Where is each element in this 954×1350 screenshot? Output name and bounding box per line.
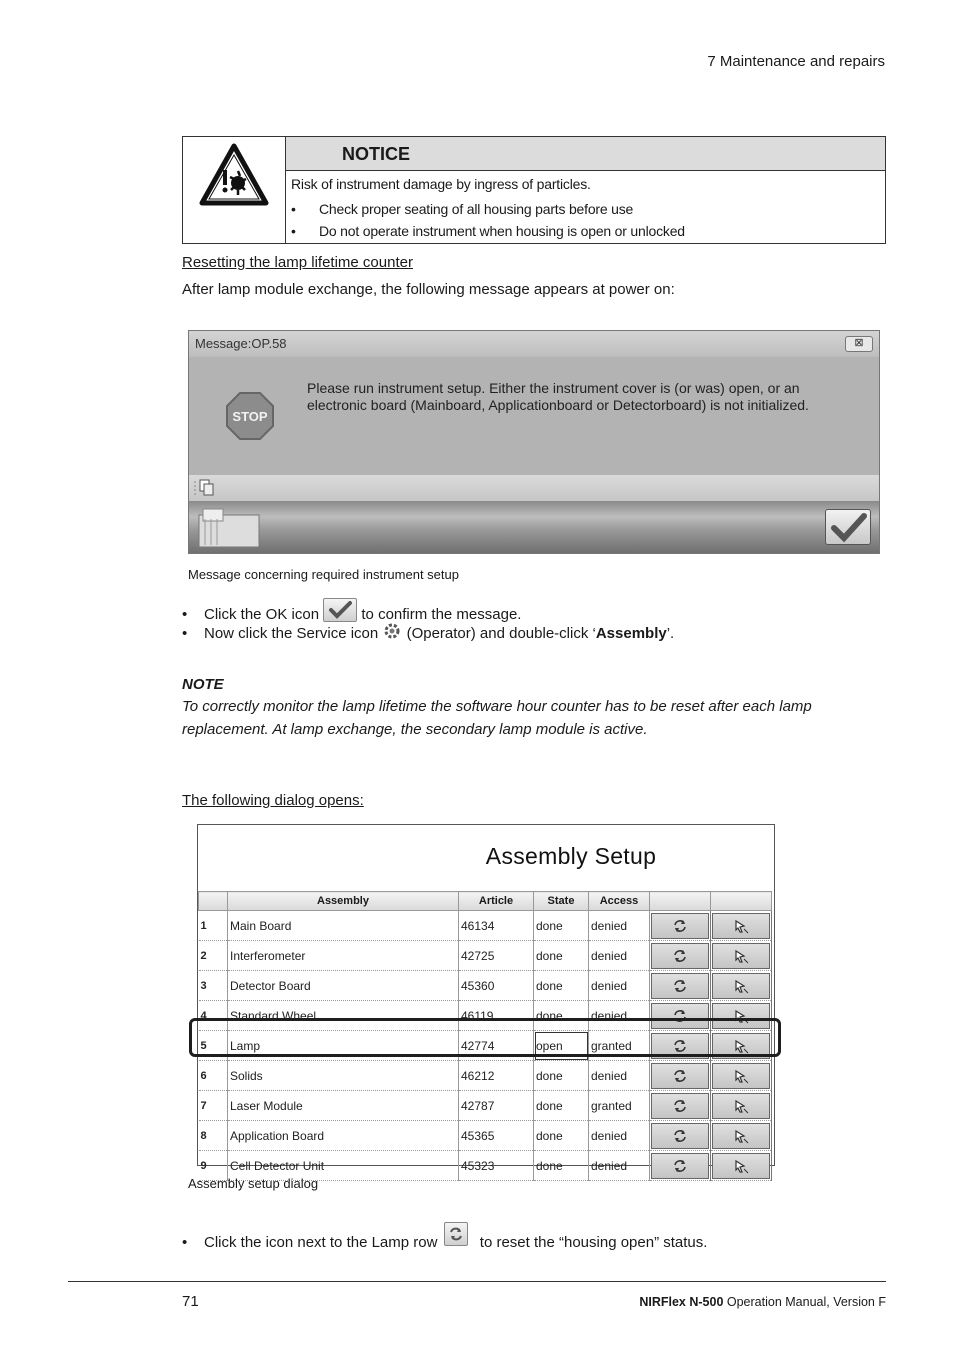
notice-box (182, 136, 886, 244)
access-value: granted (589, 1091, 650, 1121)
state-value: done (534, 971, 589, 1001)
article-number: 45360 (459, 971, 534, 1001)
article-number: 46119 (459, 1001, 534, 1031)
state-value: done (534, 941, 589, 971)
edit-button[interactable] (712, 973, 770, 999)
refresh-icon (672, 1158, 688, 1174)
table-row[interactable] (199, 941, 772, 971)
reset-button-cell (650, 1121, 711, 1151)
row-number: 8 (199, 1121, 228, 1151)
step-service: • Now click the Service icon (Operator) and double-click ‘Assembly’. (182, 621, 674, 645)
message-content (189, 357, 879, 475)
step-text: Now click the Service icon (204, 625, 383, 642)
manual-version: Operation Manual, Version F (723, 1295, 886, 1309)
access-value: denied (589, 1061, 650, 1091)
message-text: Please run instrument setup. Either the instrument cover is (or was) open, or an electronic board (Mainboard, Applicationboard or Detectorboard) is not initialized. (307, 380, 809, 413)
message-toolbar (189, 475, 879, 501)
col-state: State (534, 892, 589, 911)
section-title: Resetting the lamp lifetime counter (182, 254, 413, 271)
warning-triangle-icon (199, 143, 269, 207)
lamp-row-highlight (189, 1018, 781, 1057)
access-value: denied (589, 1001, 650, 1031)
assembly-name[interactable]: Lamp (228, 1031, 459, 1061)
edit-button-cell (711, 941, 772, 971)
step-reset: • Click the icon next to the Lamp row to reset the “housing open” status. (182, 1222, 707, 1251)
edit-button[interactable] (712, 913, 770, 939)
instrument-image-icon (195, 505, 275, 551)
edit-button-cell (711, 1091, 772, 1121)
checkmark-icon (826, 510, 870, 544)
assembly-name[interactable]: Solids (228, 1061, 459, 1091)
edit-button-cell (711, 1121, 772, 1151)
assembly-dialog (197, 824, 775, 1173)
col-article: Article (459, 892, 534, 911)
row-number: 6 (199, 1061, 228, 1091)
refresh-icon (672, 1128, 688, 1144)
col-access: Access (589, 892, 650, 911)
article-number: 42725 (459, 941, 534, 971)
refresh-icon (672, 978, 688, 994)
assembly-name[interactable]: Interferometer (228, 941, 459, 971)
stop-label: STOP (232, 409, 268, 424)
table-header-row (199, 892, 772, 911)
reset-button-cell (650, 911, 711, 941)
caption-message: Message concerning required instrument setup (188, 567, 459, 582)
edit-button-cell (711, 911, 772, 941)
col-assembly: Assembly (228, 892, 459, 911)
step-bold: Assembly (595, 625, 667, 642)
edit-button[interactable] (712, 1123, 770, 1149)
caption-assembly: Assembly setup dialog (188, 1176, 319, 1191)
step-text: ’. (666, 625, 675, 642)
checkmark-icon (324, 599, 356, 621)
dialog-intro: The following dialog opens: (182, 792, 364, 809)
row-number: 5 (199, 1031, 228, 1061)
reset-button-cell (650, 971, 711, 1001)
state-value: done (534, 1121, 589, 1151)
note-text: To correctly monitor the lamp lifetime the software hour counter has to be reset after each lamp replacement. At lamp exchange, the secondary lamp module is active. (182, 698, 812, 738)
step-text: (Operator) and double-click ‘ (402, 625, 596, 642)
article-number: 42787 (459, 1091, 534, 1121)
article-number: 46212 (459, 1061, 534, 1091)
table-row[interactable] (199, 1061, 772, 1091)
reset-button-cell (650, 1091, 711, 1121)
service-icon[interactable] (382, 621, 402, 645)
assembly-name[interactable]: Cell Detector Unit (228, 1151, 459, 1181)
assembly-name[interactable]: Laser Module (228, 1091, 459, 1121)
stop-sign-icon (225, 391, 275, 441)
refresh-icon (672, 948, 688, 964)
state-value: done (534, 911, 589, 941)
row-number: 4 (199, 1001, 228, 1031)
notice-risk: Risk of instrument damage by ingress of particles. (291, 176, 591, 192)
state-value: done (534, 1001, 589, 1031)
assembly-name[interactable]: Main Board (228, 911, 459, 941)
reset-button-cell (650, 1061, 711, 1091)
row-number: 9 (199, 1151, 228, 1181)
reset-button[interactable] (651, 1123, 709, 1149)
refresh-icon (672, 1068, 688, 1084)
article-number: 45323 (459, 1151, 534, 1181)
refresh-icon (672, 1098, 688, 1114)
step-text: Click the OK icon (204, 606, 324, 623)
message-window (188, 330, 880, 554)
refresh-icon (672, 918, 688, 934)
article-number: 42774 (459, 1031, 534, 1061)
state-value: done (534, 1061, 589, 1091)
table-row[interactable] (199, 1091, 772, 1121)
reset-button[interactable] (651, 973, 709, 999)
table-row[interactable] (199, 971, 772, 1001)
message-titlebar: Message:OP.58 (189, 331, 879, 357)
table-row[interactable] (199, 911, 772, 941)
row-number: 2 (199, 941, 228, 971)
access-value: denied (589, 941, 650, 971)
assembly-name[interactable]: Standard Wheel (228, 1001, 459, 1031)
intro-text: After lamp module exchange, the following message appears at power on: (182, 281, 675, 298)
assembly-name[interactable]: Detector Board (228, 971, 459, 1001)
step-ok: • Click the OK icon to confirm the message. (182, 598, 521, 623)
access-value: denied (589, 1121, 650, 1151)
notice-bullet-text: Do not operate instrument when housing is open or unlocked (319, 223, 685, 239)
reset-button-cell (650, 1151, 711, 1181)
close-button[interactable]: ⊠ (845, 336, 873, 352)
gear-icon (382, 621, 402, 641)
edit-button-cell (711, 971, 772, 1001)
reset-button[interactable] (651, 1063, 709, 1089)
step-text: to confirm the message. (357, 606, 522, 623)
row-number: 7 (199, 1091, 228, 1121)
reset-button-cell (650, 941, 711, 971)
edit-pointer-icon (733, 918, 749, 934)
product-name: NIRFlex N-500 (639, 1295, 724, 1309)
ok-icon[interactable] (323, 598, 357, 622)
edit-button[interactable] (712, 1153, 770, 1179)
reset-button[interactable] (651, 1093, 709, 1119)
notice-title: NOTICE (286, 137, 885, 171)
edit-pointer-icon (733, 978, 749, 994)
edit-button[interactable] (712, 1093, 770, 1119)
edit-pointer-icon (733, 1128, 749, 1144)
edit-pointer-icon (733, 1098, 749, 1114)
reset-button[interactable] (651, 943, 709, 969)
col-edit (711, 892, 772, 911)
state-value: done (534, 1091, 589, 1121)
edit-pointer-icon (733, 1068, 749, 1084)
assembly-title: Assembly Setup (485, 843, 657, 869)
edit-button[interactable] (712, 1063, 770, 1089)
message-footer-banner (189, 501, 879, 553)
access-value: denied (589, 971, 650, 1001)
access-value: granted (589, 1031, 650, 1061)
note-heading: NOTE (182, 676, 224, 693)
running-header: 7 Maintenance and repairs (707, 53, 885, 70)
edit-button-cell (711, 1151, 772, 1181)
refresh-icon (445, 1223, 467, 1245)
footer-divider (68, 1281, 886, 1282)
edit-pointer-icon (733, 1158, 749, 1174)
footer-product (560, 1295, 886, 1309)
row-number: 1 (199, 911, 228, 941)
row-number: 3 (199, 971, 228, 1001)
access-value: denied (589, 911, 650, 941)
col-num (199, 892, 228, 911)
reset-button[interactable] (651, 913, 709, 939)
reset-icon[interactable] (444, 1222, 468, 1246)
edit-pointer-icon (733, 948, 749, 964)
assembly-name[interactable]: Application Board (228, 1121, 459, 1151)
table-row[interactable] (199, 1121, 772, 1151)
copy-icon[interactable] (193, 478, 215, 498)
step-text: to reset the “housing open” status. (475, 1234, 708, 1251)
edit-button[interactable] (712, 943, 770, 969)
notice-bullet: • Check proper seating of all housing parts before use (291, 201, 634, 217)
notice-bullet: • Do not operate instrument when housing is open or unlocked (291, 223, 685, 239)
reset-button[interactable] (651, 1153, 709, 1179)
edit-button-cell (711, 1061, 772, 1091)
col-reset (650, 892, 711, 911)
page-number: 71 (182, 1293, 199, 1310)
article-number: 46134 (459, 911, 534, 941)
step-text: Click the icon next to the Lamp row (204, 1234, 442, 1251)
state-value: open (534, 1031, 589, 1061)
article-number: 45365 (459, 1121, 534, 1151)
notice-bullet-text: Check proper seating of all housing parts before use (319, 201, 634, 217)
access-value: denied (589, 1151, 650, 1181)
state-value: done (534, 1151, 589, 1181)
ok-button[interactable] (825, 509, 871, 545)
warning-cell (183, 137, 286, 243)
